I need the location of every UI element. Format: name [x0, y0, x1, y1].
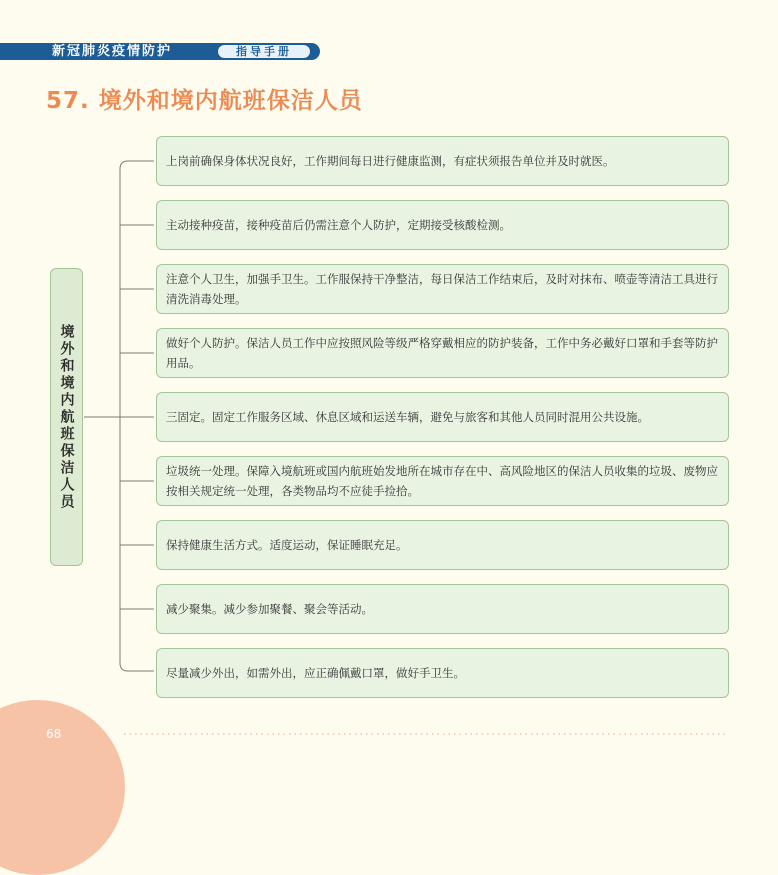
list-item: [156, 200, 729, 250]
list-item: [156, 136, 729, 186]
list-item: [156, 520, 729, 570]
list-item-text: 尽量减少外出，如需外出，应正确佩戴口罩，做好手卫生。: [166, 666, 465, 680]
list-item-text: 注意个人卫生，加强手卫生。工作服保持干净整洁，每日保洁工作结束后，及时对抹布、喷壶等清洁工具进行清洗消毒处理。: [166, 272, 718, 306]
category-label-box: [50, 268, 83, 566]
header-title: 新冠肺炎疫情防护: [52, 44, 173, 59]
category-label: 境外和境内航班保洁人员: [58, 323, 75, 511]
list-item-text: 做好个人防护。保洁人员工作中应按照风险等级严格穿戴相应的防护装备，工作中务必戴好口罩和手套等防护用品。: [166, 336, 718, 370]
page-title: 57. 境外和境内航班保洁人员: [46, 88, 363, 114]
list-item-text: 减少聚集。减少参加聚餐、聚会等活动。: [166, 602, 373, 616]
list-item-text: 保持健康生活方式。适度运动，保证睡眠充足。: [166, 538, 408, 552]
list-item: [156, 392, 729, 442]
footer-dotted-divider: [124, 731, 734, 737]
list-item: [156, 328, 729, 378]
list-item: [156, 456, 729, 506]
list-item-text: 主动接种疫苗，接种疫苗后仍需注意个人防护，定期接受核酸检测。: [166, 218, 511, 232]
header-tag-label: 指导手册: [236, 45, 292, 58]
list-item: [156, 648, 729, 698]
list-item-text: 垃圾统一处理。保障入境航班或国内航班始发地所在城市存在中、高风险地区的保洁人员收集的垃圾、废物应按相关规定统一处理，各类物品均不应徒手捡拾。: [166, 464, 718, 498]
list-item-text: 上岗前确保身体状况良好，工作期间每日进行健康监测，有症状须报告单位并及时就医。: [166, 154, 615, 168]
list-item-text: 三固定。固定工作服务区域、休息区域和运送车辆，避免与旅客和其他人员同时混用公共设施。: [166, 410, 649, 424]
page-number: 68: [46, 727, 62, 741]
list-item: [156, 264, 729, 314]
list-item: [156, 584, 729, 634]
